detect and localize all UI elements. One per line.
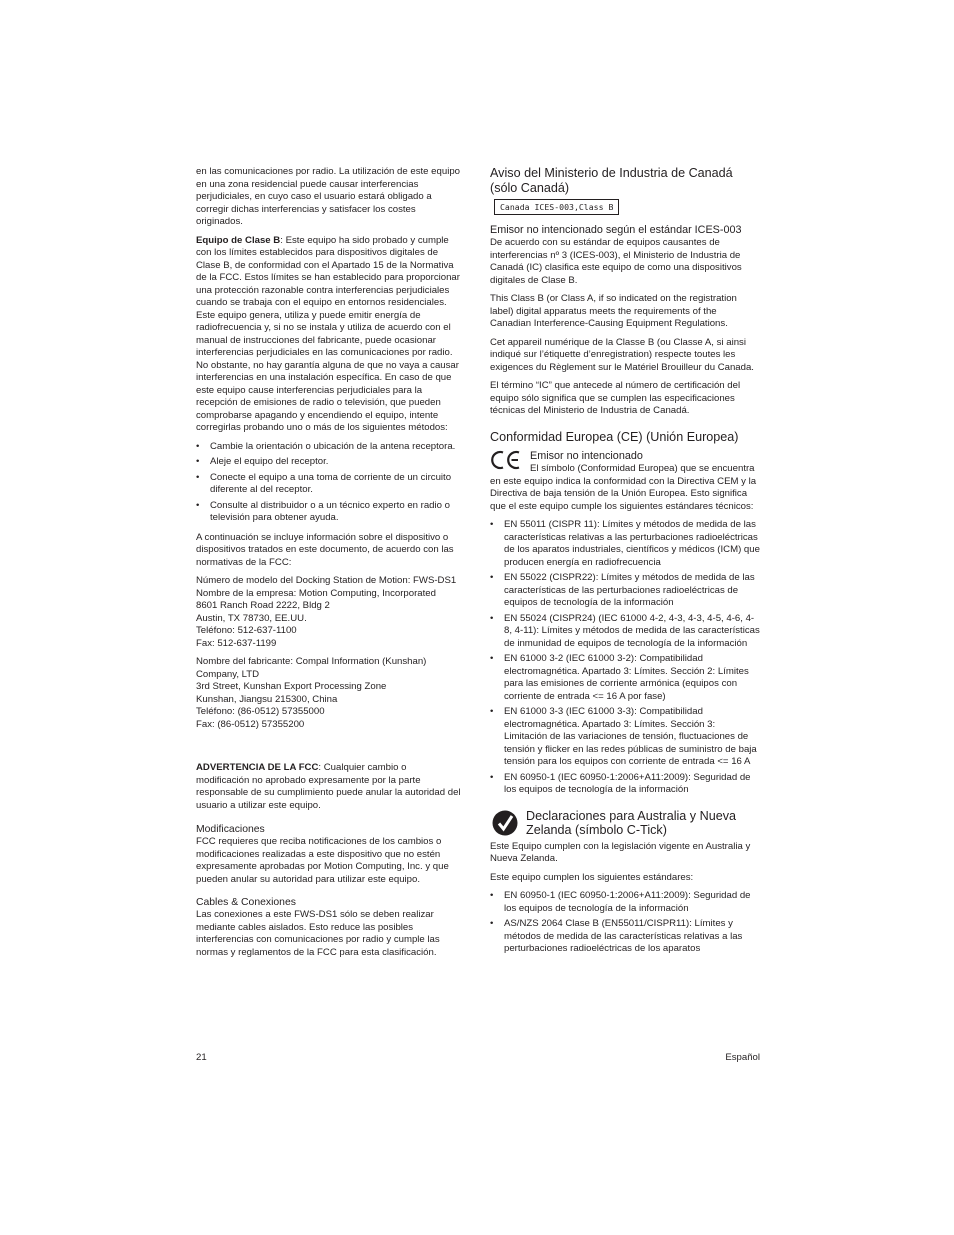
fcc-warning-text: : Cualquier cambio o modificación no aprobado expresamente por la parte responsable de su cumplimiento puede anular la autoridad del usuario a utilizar este equipo. bbox=[196, 762, 461, 811]
model-line: Número de modelo del Docking Station de Motion: FWS-DS1 bbox=[196, 575, 457, 586]
manufacturer-fax-line: Fax: (86-0512) 57355200 bbox=[196, 718, 305, 730]
manufacturer-info-block bbox=[196, 656, 462, 731]
manufacturer-address-line: 3rd Street, Kunshan Export Processing Zone bbox=[196, 681, 387, 692]
list-item: • Aleje el equipo del receptor. bbox=[196, 456, 462, 469]
ce-mark-icon bbox=[490, 450, 524, 470]
ices-heading: Emisor no intencionado según el estándar ICES-003 bbox=[490, 224, 742, 236]
phone-line: Teléfono: 512-637-1100 bbox=[196, 625, 297, 636]
cables-heading: Cables & Conexiones bbox=[196, 897, 296, 908]
list-item: • AS/NZS 2064 Clase B (EN55011/CISPR11): Límites y métodos de medida de las características relativas a las perturbaciones radioeléctricas de los aparatos bbox=[490, 918, 760, 956]
au-section bbox=[490, 809, 760, 838]
list-item: • EN 60950-1 (IEC 60950-1:2006+A11:2009): Seguridad de los equipos de tecnología de la información bbox=[490, 890, 760, 915]
list-item: • EN 60950-1 (IEC 60950-1:2006+A11:2009): Seguridad de los equipos de tecnología de la información bbox=[490, 772, 760, 797]
ic-notice: El término “IC” que antecede al número de certificación del equipo sólo significa que se cumplen las especificaciones técnicas del Ministerio de Industria de Canadá. bbox=[490, 380, 741, 416]
model-info-block bbox=[196, 575, 462, 650]
c-tick-icon bbox=[492, 810, 518, 836]
class-b-title: Equipo de Clase B bbox=[196, 234, 281, 246]
fcc-warning-paragraph bbox=[196, 762, 462, 812]
au-text-1: Este Equipo cumplen con la legislación vigente en Australia y Nueva Zelanda. bbox=[490, 840, 751, 864]
class-b-text: : Este equipo ha sido probado y cumple con los límites establecidos para dispositivos digitales de Clase B, de conformidad con el Apartado 15 de la Normativa de la FCC. Estos límites se han establecido para proporcionar una protección razonable contra interferencias perjudiciales cuando se trabaja con el equipo en entornos residenciales. Este equipo genera, utiliza y puede emitir energía de radiofrecuencia y, si no se instala y utiliza de acuerdo con el manual de instrucciones del fabricante, puede ocasionar interferencias perjudiciales en las comunicaciones por radio. No obstante, no hay garantía alguna de que no vaya a causar interferencias en una instalación específica. En caso de que este equipo cause interferencias perjudiciales para la recepción de emisiones de radio o televisión, que pueden comprobarse apagando y encendiendo el equipo, intente corregirlas probando uno o más de los siguientes métodos: bbox=[196, 234, 460, 433]
modifications-heading: Modificaciones bbox=[196, 824, 265, 835]
ce-section bbox=[490, 450, 760, 513]
list-item: • EN 61000 3-3 (IEC 61000 3-3): Compatibilidad electromagnética. Apartado 3: Límites. Sección 3: Limitación de las variaciones de tensión, fluctuaciones de tensión y flicker en las redes públicas de suministro de baja tensión para los equipos con corriente de entrada <= 16 A bbox=[490, 706, 760, 769]
ce-text: El símbolo (Conformidad Europea) que se encuentra en este equipo indica la conformidad con la Directiva CEM y la Directiva de baja tensión de la Unión Europea. Esto significa que el este equipo cumple los siguientes estándares técnicos: bbox=[490, 463, 757, 512]
fcc-info-intro: A continuación se incluye información sobre el dispositivo o dispositivos tratados en este documento, de acuerdo con las normativas de la FCC: bbox=[196, 531, 454, 568]
fcc-warning-title: ADVERTENCIA DE LA FCC bbox=[196, 762, 319, 773]
list-item: • Cambie la orientación o ubicación de la antena receptora. bbox=[196, 441, 462, 454]
ce-subheading: Emisor no intencionado bbox=[530, 450, 643, 462]
modifications-text: FCC requieres que reciba notificaciones de los cambios o modificaciones realizadas a este dispositivo que no estén expresamente aprobadas por Motion Computing, Inc. y que pueden anular su autoridad para utilizar este equipo. bbox=[196, 836, 449, 885]
manufacturer-city-line: Kunshan, Jiangsu 215300, China bbox=[196, 693, 338, 705]
footer-language: Español bbox=[725, 1052, 760, 1063]
left-column bbox=[196, 166, 462, 965]
english-notice: This Class B (or Class A, if so indicated on the registration label) digital apparatus meets the requirements of the Canadian Interference-Causing Equipment Regulations. bbox=[490, 293, 737, 329]
list-item: • Consulte al distribuidor o a un técnico experto en radio o televisión para obtener ayuda. bbox=[196, 500, 462, 525]
ce-standards-list bbox=[490, 519, 760, 797]
list-item: • EN 55011 (CISPR 11): Límites y métodos de medida de las características relativas a las perturbaciones radioeléctricas de los aparatos industriales, científicos y médicos (ICM) que producen energía en radiofrecuencia bbox=[490, 519, 760, 569]
ices-text: De acuerdo con su estándar de equipos causantes de interferencias nº 3 (ICES-003), el Ministerio de Industria de Canadá (IC) clasifica este equipo de como una dispositivos digitales de Clase B. bbox=[490, 237, 742, 286]
right-column bbox=[490, 166, 760, 963]
ce-heading: Conformidad Europea (CE) (Unión Europea) bbox=[490, 429, 739, 444]
company-line: Nombre de la empresa: Motion Computing, Incorporated bbox=[196, 587, 436, 599]
french-notice: Cet appareil numérique de la Classe B (ou Classe A, si ainsi indiqué sur l’étiquette d’enregistration) respecte toutes les exigences du Règlement sur le Matériel Brouilleur du Canada. bbox=[490, 336, 754, 373]
manufacturer-line: Nombre del fabricante: Compal Information (Kunshan) Company, LTD bbox=[196, 656, 427, 680]
page-number: 21 bbox=[196, 1052, 207, 1063]
list-item: • Conecte el equipo a una toma de corriente de un circuito diferente al del receptor. bbox=[196, 472, 462, 497]
cables-text: Las conexiones a este FWS-DS1 sólo se deben realizar mediante cables aislados. Esto reduce las posibles interferencias con comunicaciones por radio y cumple las normas y reglamentos de la FCC para esta clasificación. bbox=[196, 909, 440, 958]
manufacturer-phone-line: Teléfono: (86-0512) 57355000 bbox=[196, 706, 325, 717]
fax-line: Fax: 512-637-1199 bbox=[196, 637, 277, 649]
city-line: Austin, TX 78730, EE.UU. bbox=[196, 612, 307, 624]
intro-paragraph: en las comunicaciones por radio. La utilización de este equipo en una zona residencial puede causar interferencias perjudiciales, en cuyo caso el usuario estará obligado a corregir dichas interferencias y satisfacer los costes originados. bbox=[196, 166, 460, 227]
address-line: 8601 Ranch Road 2222, Bldg 2 bbox=[196, 600, 330, 611]
au-heading: Declaraciones para Australia y Nueva Zelanda (símbolo C-Tick) bbox=[526, 808, 737, 837]
class-b-paragraph bbox=[196, 235, 462, 435]
au-standards-list bbox=[490, 890, 760, 956]
list-item: • EN 55024 (CISPR24) (IEC 61000 4-2, 4-3, 4-3, 4-5, 4-6, 4-8, 4-11): Límites y métodos de medida de las características de inmunidad de equipos de tecnología de la información bbox=[490, 613, 760, 651]
remedy-list bbox=[196, 441, 462, 525]
au-text-2: Este equipo cumplen los siguientes estándares: bbox=[490, 871, 694, 883]
canada-heading: Aviso del Ministerio de Industria de Canadá (sólo Canadá) bbox=[490, 166, 733, 195]
canada-label-box: Canada ICES-003,Class B bbox=[494, 199, 619, 215]
list-item: • EN 61000 3-2 (IEC 61000 3-2): Compatibilidad electromagnética. Apartado 3: Límites. Sección 2: Límites para las emisiones de corriente armónica (equipos con corriente de entrada <= 16 A por fase) bbox=[490, 653, 760, 703]
list-item: • EN 55022 (CISPR22): Límites y métodos de medida de las características de las perturbaciones radioeléctricas de equipos de tecnología de la información bbox=[490, 572, 760, 610]
